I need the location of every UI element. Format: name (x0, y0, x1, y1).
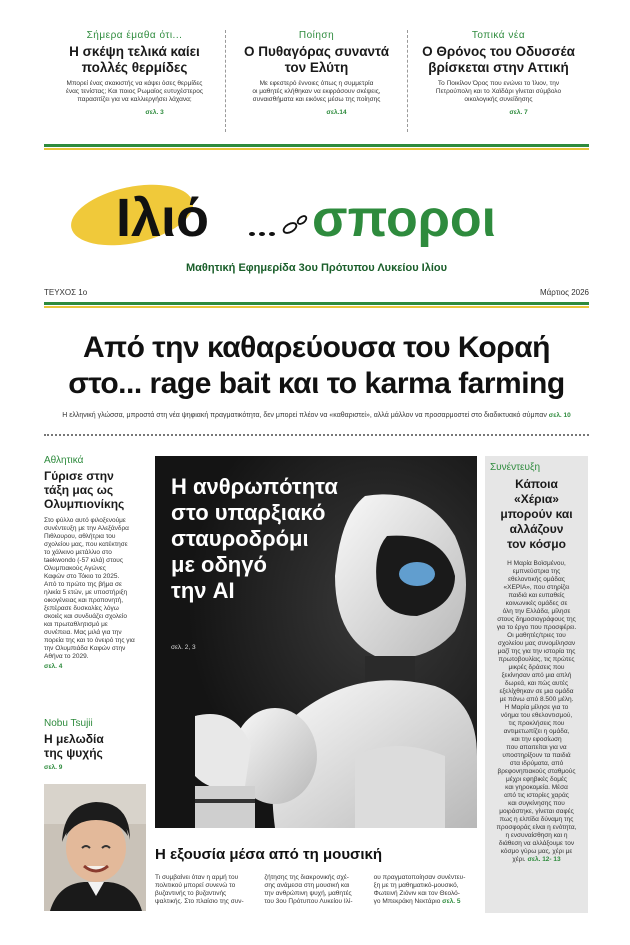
seeds-icon (249, 214, 308, 236)
teaser-kicker: Τοπικά νέα (471, 30, 526, 41)
teaser-headline: Ο Θρόνος του Οδυσσέα βρίσκεται στην Αττική (422, 44, 575, 75)
article-headline: Κάποια «Χέρια» μπορούν και αλλάζουν τον κόσμο (500, 477, 573, 551)
page-ref: σελ. 10 (548, 412, 571, 419)
teaser-body: Το Ποικίλον Όρος που ενώνει το Ίλιον, την Πετρούπολη και το Χαϊδάρι γίνεται σύμβολο οικολογικής συνείδησης (435, 80, 562, 103)
page-ref: σελ. 2, 3 (171, 644, 196, 651)
dotted-divider (44, 434, 589, 436)
page-ref: σελ. 7 (509, 109, 528, 116)
sports-article[interactable] (44, 455, 148, 670)
music-col-2: ζήτησης της διακρονικής σχέ- σης ανάμεσα στη μουσική και την ανθρώπινη ψυχή, μαθητές του 3ου Πρότυπου Λυκείου Ιλί- (264, 874, 353, 905)
teaser-body: Με εφεστερό έννοιες όπως η συμμετρία οι μαθητές κλήθηκαν να εκφράσουν σκέψεις, συναισθήματα και εικόνες μέσω της ποίησης (252, 80, 381, 103)
teaser-local[interactable] (407, 30, 589, 132)
pianist-photo (44, 784, 146, 911)
main-deck: Η ελληνική γλώσσα, μπροστά στη νέα ψηφιακή πραγματικότητα, δεν μπορεί πλέον να «καθαριστεί», αλλά μάλλον να προσαρμοστεί στο διαδικτυακό σύμπαν σελ. 10 (62, 412, 571, 419)
music-col-3: ου πραγματοποίησαν συνέντευ- ξη με τη μαθηματικό-μουσικό, Φωτεινή Ζιόνιν και τον Θεολό- γο Μπεκράκη Νεκτάριο σελ. 5 (373, 874, 466, 905)
issue-date: Μάρτιος 2026 (540, 288, 589, 297)
teaser-kicker: Σήμερα έμαθα ότι... (86, 30, 183, 41)
logo-right-text: σποροι (312, 190, 497, 248)
masthead-subtitle: Μαθητική Εφημερίδα 3ου Πρότυπου Λυκείου Ιλίου (185, 262, 448, 274)
issue-number: ΤΕΥΧΟΣ 1ο (44, 288, 88, 297)
teaser-kicker: Ποίηση (298, 30, 335, 41)
page-ref: σελ. 4 (44, 663, 63, 670)
page-ref: σελ.14 (326, 109, 347, 116)
music-col-1: Τι συμβαίνει όταν η αρμή του πολιτικού μπορεί συνενώ το βυζαντινής το βυζαντινής ψαλτικής. Στο πλαίσιο της συν- (155, 874, 244, 905)
interview-sidebar[interactable] (485, 456, 588, 913)
divider (44, 302, 589, 308)
masthead (44, 170, 589, 280)
page-ref: σελ. 3 (145, 109, 164, 116)
hero-headline: Η ανθρωπότητα στο υπαρξιακό σταυροδρόμι με οδηγό την AI (171, 474, 338, 603)
masthead-logo (44, 170, 589, 262)
teaser-poetry[interactable] (225, 30, 407, 132)
teaser-body: Μπορεί ένας σκακιστής να κάψει όσες θερμίδες ένας τενίστας; Και ποιος Ρωμαίος ευτυχέστερος παρασιτίζει για να καλλιεργήσει λάχανα; (66, 80, 203, 103)
section-kicker: Αθλητικά (44, 455, 84, 466)
page-ref: σελ. 12- 13 (527, 856, 561, 863)
article-headline: Γύρισε στην τάξη μας ως Ολυμπιονίκης (44, 469, 125, 511)
page-ref: σελ. 9 (44, 764, 63, 771)
teasers-row (44, 30, 589, 132)
hero-feature[interactable] (155, 456, 477, 828)
page-ref: σελ. 5 (442, 898, 461, 905)
section-kicker: Nobu Tsujii (44, 718, 93, 729)
issue-bar (44, 288, 589, 297)
main-headline[interactable]: Από την καθαρεύουσα του Κοραή στο... rage bait και το karma farming (68, 331, 565, 400)
divider (44, 144, 589, 150)
teaser-headline: Ο Πυθαγόρας συναντά τον Ελύτη (244, 44, 389, 75)
article-body: Στο φύλλο αυτό φιλοξενούμε συνέντευξη με την Αλεξάνδρα Πιθλουρου, αθλήτρια του σχολείου μας, που κατέκτησε το χάλκινο μετάλλιο στο taekwondo (-57 κιλά) στους Ολυμπιακούς Αγώνες Καφών στο Τόκιο το 2025. Από το πρώτο της βήμα σε ηλικία 5 ετών, με υποστήριξη οικογένειας και προπονητή, ξεπέρασε δυσκολίες λόγω σκοιές και συνδυάζει σχολείο και πρωταθλητισμό με συνέπεια. Μας μιλά για την πορεία της και το όνειρό της για την Ολυμπιάδα Καφών στην Αθήνα το 2029. (44, 517, 135, 660)
teaser-headline: Η σκέψη τελικά καίει πολλές θερμίδες (69, 44, 200, 75)
music-headline[interactable]: Η εξουσία μέσα από τη μουσική (155, 846, 383, 863)
logo-left-text: Ιλιό (116, 188, 210, 248)
section-kicker: Συνέντευξη (490, 462, 541, 473)
article-body: Η Μαρία Βοϊσμένου, εμπνεύστρια της εθελοντικής ομάδας «ΧΕΡΙΑ», που στηρίζει παιδιά και ευπαθείς κοινωνικές ομάδες σε όλη την Ελλάδα, μίλησε στους δημοσιογράφους της για το έργο που προσφέρει. Οι μαθητές/τριες του σχολείου μας συνομίλησαν μαζί της για την ιστορία της πρωτοβουλίας, τις πρώτες μικρές δράσεις που ξεκίνησαν από μια απλή δωρεά, και πώς αυτές εξελίχθηκαν σε μια ομάδα με πάνω από 8.500 μέλη. Η Μαρία μίλησε για το νόημα του εθελοντισμού, τις προκλήσεις που αντιμετωπίζει η ομάδα, και την εφοσίωση που απαιτείται για να υποστηρίξουν τα παιδιά στα ιδρύματα, από βρεφονηπιακούς σταθμούς μέχρι εφηβικές δομές και γηροκομεία. Μέσα από τις ιστορίες χαράς και συγκίνησης που μοιράστηκε, γίνεται σαφές πως η ελπίδα δύναμη της προσφοράς είναι η ενότητα, η ενσυναίσθηση και η διάθεση να αλλάξουμε τον κόσμο γύρω μας, χέρι με χέρι. σελ. 12- 13 (496, 560, 577, 863)
teaser-science[interactable] (44, 30, 225, 132)
article-headline: Η μελωδία της ψυχής (44, 732, 104, 760)
profile-article[interactable] (44, 718, 148, 771)
music-body (155, 874, 477, 906)
